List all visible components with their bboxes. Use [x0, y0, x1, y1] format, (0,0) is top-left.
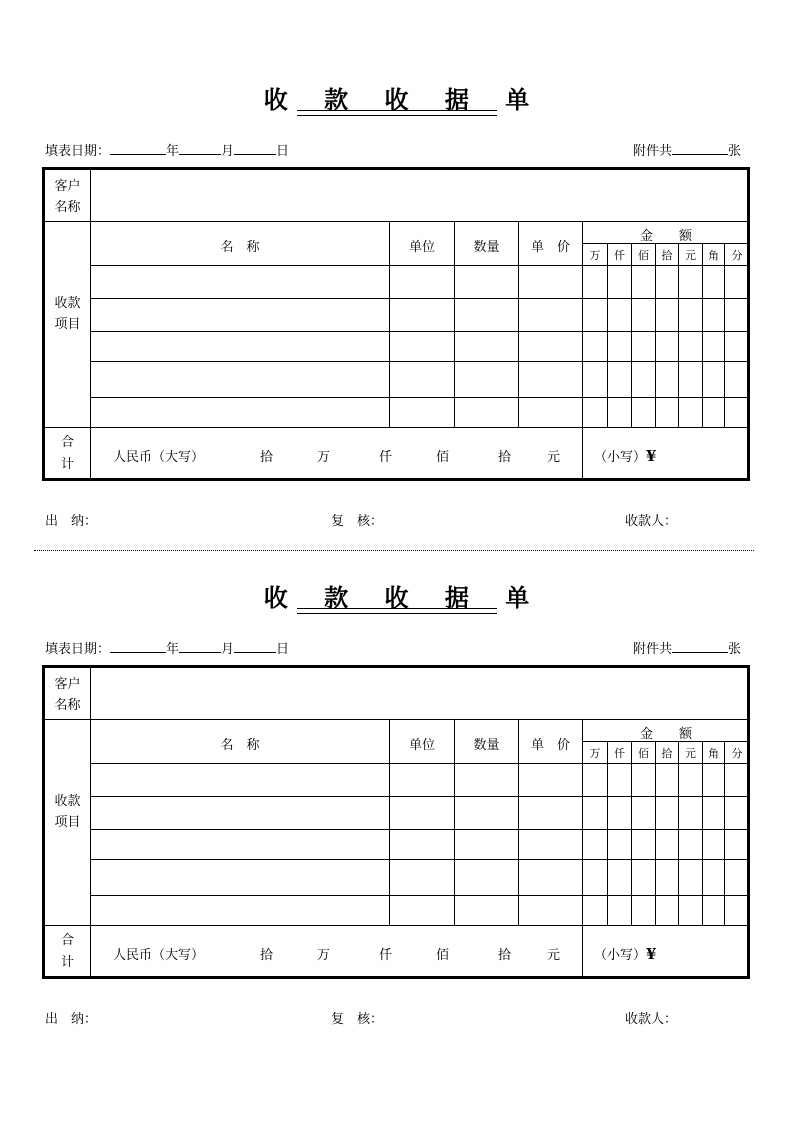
col-line: [631, 741, 632, 926]
lowercase-label: （小写）: [594, 450, 647, 465]
receipt-form-1: [0, 0, 793, 529]
table-border-right: [747, 167, 750, 481]
receipt-form-2: [0, 498, 793, 1027]
header-amount: 金 额: [639, 229, 692, 244]
customer-label: 客户 名称: [54, 677, 81, 713]
attachment-line: [633, 638, 741, 657]
col-line: [631, 243, 632, 428]
header-unit-price: 单 价: [530, 738, 570, 753]
header-quantity: 数量: [473, 738, 500, 753]
date-label: 填表日期：: [45, 642, 111, 657]
digit-jiao: 角: [708, 747, 719, 760]
attachment-count-field[interactable]: [672, 640, 728, 653]
rmb-uppercase-label: 人民币（大写）: [113, 450, 205, 465]
header-name: 名 称: [220, 738, 260, 753]
date-line: [45, 140, 289, 159]
month-field[interactable]: [179, 142, 221, 155]
col-line: [678, 741, 679, 926]
month-label: 月: [221, 642, 235, 657]
form-title: 收 款 收 据 单: [263, 584, 544, 612]
day-label: 日: [276, 144, 290, 159]
total-label: 合 计: [60, 933, 74, 970]
day-field[interactable]: [234, 142, 276, 155]
year-label: 年: [166, 642, 180, 657]
row-line: [90, 331, 749, 332]
unit-qian: 仟: [379, 948, 393, 963]
items-label: 收款 项目: [54, 296, 81, 332]
digit-wan: 万: [589, 249, 601, 262]
digit-fen: 分: [731, 249, 743, 262]
row-line: [90, 298, 749, 299]
title-underline: [297, 608, 497, 614]
unit-yuan: 元: [547, 450, 561, 465]
lowercase-label: （小写）: [594, 948, 647, 963]
col-line: [607, 741, 608, 926]
reviewer-label: 复 核：: [331, 514, 384, 529]
total-label: 合 计: [60, 435, 74, 472]
unit-shi-wan: 拾: [260, 450, 274, 465]
lowercase-amount: [594, 446, 656, 465]
col-line: [655, 741, 656, 926]
cashier-label: 出 纳：: [45, 514, 98, 529]
items-label: 收款 项目: [54, 794, 81, 830]
row-line: [90, 829, 749, 830]
unit-qian: 仟: [379, 450, 393, 465]
digit-bai: 佰: [638, 249, 649, 262]
row-line: [90, 265, 749, 266]
digit-shi: 拾: [661, 747, 673, 760]
unit-yuan: 元: [547, 948, 561, 963]
rmb-uppercase-label: 人民币（大写）: [113, 948, 205, 963]
row-line: [90, 719, 749, 720]
header-amount: 金 额: [639, 727, 692, 742]
row-line: [90, 895, 749, 896]
row-line: [90, 397, 749, 398]
unit-shi-wan: 拾: [260, 948, 274, 963]
attachment-suffix: 张: [728, 144, 742, 159]
unit-wan: 万: [317, 948, 331, 963]
title-underline: [297, 110, 497, 116]
header-unit: 单位: [408, 738, 435, 753]
header-unit-price: 单 价: [530, 240, 570, 255]
digit-qian: 仟: [614, 747, 625, 760]
unit-wan: 万: [317, 450, 331, 465]
date-line: [45, 638, 289, 657]
digit-bai: 佰: [638, 747, 649, 760]
yen-sign: ¥: [646, 447, 657, 465]
day-field[interactable]: [234, 640, 276, 653]
yen-sign: ¥: [646, 945, 657, 963]
lowercase-amount: [594, 944, 656, 963]
unit-shi: 拾: [498, 450, 512, 465]
month-field[interactable]: [179, 640, 221, 653]
row-line: [45, 719, 91, 720]
row-line: [45, 427, 749, 428]
form-title: 收 款 收 据 单: [263, 86, 544, 114]
row-line: [90, 796, 749, 797]
year-field[interactable]: [110, 640, 166, 653]
row-line: [45, 221, 91, 222]
date-label: 填表日期：: [45, 144, 111, 159]
row-line: [90, 859, 749, 860]
day-label: 日: [276, 642, 290, 657]
header-quantity: 数量: [473, 240, 500, 255]
unit-bai: 佰: [436, 948, 450, 963]
row-line: [45, 925, 749, 926]
row-line: [90, 361, 749, 362]
row-line: [90, 763, 749, 764]
table-border-bottom: [42, 478, 750, 481]
row-line: [90, 221, 749, 222]
table-border-bottom: [42, 976, 750, 979]
customer-label: 客户 名称: [54, 179, 81, 215]
year-label: 年: [166, 144, 180, 159]
attachment-prefix: 附件共: [633, 642, 673, 657]
digit-qian: 仟: [614, 249, 625, 262]
col-line: [607, 243, 608, 428]
digit-shi: 拾: [661, 249, 673, 262]
year-field[interactable]: [110, 142, 166, 155]
attachment-suffix: 张: [728, 642, 742, 657]
digit-yuan: 元: [685, 249, 696, 262]
reviewer-label: 复 核：: [331, 1012, 384, 1027]
attachment-line: [633, 140, 741, 159]
table-border-right: [747, 665, 750, 979]
col-line: [678, 243, 679, 428]
col-line: [655, 243, 656, 428]
digit-yuan: 元: [685, 747, 696, 760]
month-label: 月: [221, 144, 235, 159]
header-unit: 单位: [408, 240, 435, 255]
col-line: [724, 243, 725, 428]
col-line: [702, 741, 703, 926]
digit-fen: 分: [731, 747, 743, 760]
payee-label: 收款人：: [625, 514, 678, 529]
digit-wan: 万: [589, 747, 601, 760]
unit-bai: 佰: [436, 450, 450, 465]
header-name: 名 称: [220, 240, 260, 255]
attachment-prefix: 附件共: [633, 144, 673, 159]
customer-name-field[interactable]: [91, 170, 747, 221]
col-line: [724, 741, 725, 926]
unit-shi: 拾: [498, 948, 512, 963]
customer-name-field[interactable]: [91, 668, 747, 719]
col-line: [702, 243, 703, 428]
cashier-label: 出 纳：: [45, 1012, 98, 1027]
payee-label: 收款人：: [625, 1012, 678, 1027]
attachment-count-field[interactable]: [672, 142, 728, 155]
digit-jiao: 角: [708, 249, 719, 262]
